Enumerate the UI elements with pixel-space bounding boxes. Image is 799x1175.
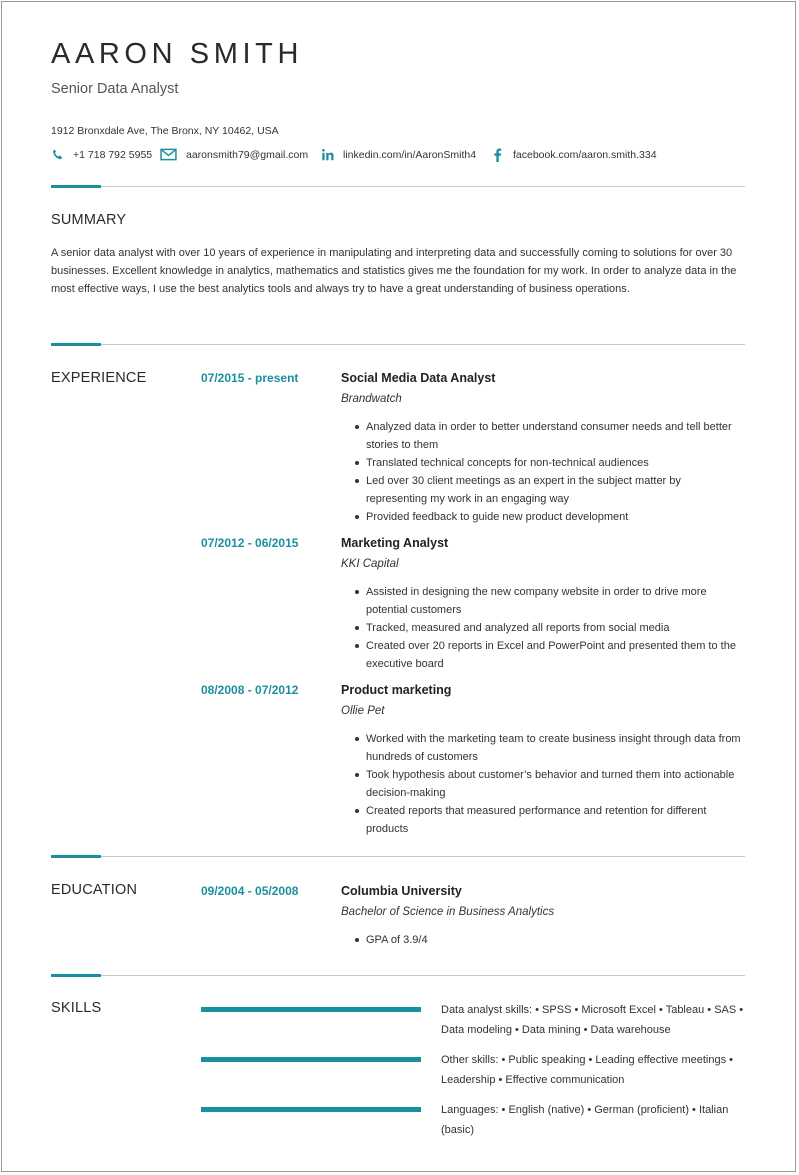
contact-phone[interactable]: [51, 146, 152, 164]
phone-icon: [51, 148, 65, 162]
facebook-icon: [493, 148, 505, 162]
list-item: Worked with the marketing team to create business insight through data from hundreds of customers: [341, 730, 741, 766]
list-item: Tracked, measured and analyzed all reports from social media: [341, 619, 741, 637]
skill-level-bar: [201, 1107, 421, 1112]
skill-text: Data analyst skills: • SPSS • Microsoft Excel • Tableau • SAS • Data modeling • Data mining • Data warehouse: [441, 1004, 744, 1036]
list-item: Created over 20 reports in Excel and PowerPoint and presented them to the executive board: [341, 637, 741, 673]
contact-row: [51, 146, 751, 164]
linkedin-text: linkedin.com/in/AaronSmith4: [343, 149, 477, 161]
skill-text: Languages: • English (native) • German (proficient) • Italian (basic): [441, 1104, 729, 1136]
contact-facebook[interactable]: [493, 146, 657, 164]
employer: Ollie Pet: [341, 705, 385, 717]
school-name: Columbia University: [341, 884, 462, 898]
phone-text: +1 718 792 5955: [73, 149, 153, 161]
job-bullets: [341, 583, 741, 673]
experience-heading: EXPERIENCE: [51, 370, 147, 386]
education-dates: 09/2004 - 05/2008: [201, 884, 299, 898]
skill-level-bar: [201, 1007, 421, 1012]
address: 1912 Bronxdale Ave, The Bronx, NY 10462, USA: [51, 125, 279, 137]
facebook-text: facebook.com/aaron.smith.334: [513, 149, 657, 161]
job-title: Product marketing: [341, 683, 452, 697]
list-item: Analyzed data in order to better understand consumer needs and tell better stories to them: [341, 418, 741, 454]
list-item: Took hypothesis about customer’s behavior and turned them into actionable decision-making: [341, 766, 741, 802]
job-dates: 08/2008 - 07/2012: [201, 683, 299, 697]
email-text: aaronsmith79@gmail.com: [186, 149, 309, 161]
education-heading: EDUCATION: [51, 882, 138, 898]
job-title: Marketing Analyst: [341, 536, 449, 550]
contact-linkedin[interactable]: [321, 146, 476, 164]
candidate-title: Senior Data Analyst: [51, 81, 179, 97]
list-item: Created reports that measured performance and retention for different products: [341, 802, 741, 838]
list-item: Translated technical concepts for non-technical audiences: [341, 454, 741, 472]
skills-heading: SKILLS: [51, 1000, 102, 1016]
contact-email[interactable]: [160, 146, 308, 164]
linkedin-icon: [321, 148, 335, 162]
divider: [51, 185, 745, 188]
list-item: Provided feedback to guide new product development: [341, 508, 741, 526]
candidate-name: AARON SMITH: [51, 38, 303, 70]
education-bullets: [341, 931, 741, 949]
job-title: Social Media Data Analyst: [341, 371, 496, 385]
job-dates: 07/2012 - 06/2015: [201, 536, 299, 550]
list-item: Assisted in designing the new company website in order to drive more potential customers: [341, 583, 741, 619]
divider: [51, 855, 745, 858]
job-dates: 07/2015 - present: [201, 371, 299, 385]
employer: KKI Capital: [341, 558, 399, 570]
degree: Bachelor of Science in Business Analytics: [341, 906, 555, 918]
job-bullets: [341, 418, 741, 526]
divider: [51, 343, 745, 346]
skill-level-bar: [201, 1057, 421, 1062]
divider: [51, 974, 745, 977]
list-item: GPA of 3.9/4: [341, 931, 741, 949]
summary-text: A senior data analyst with over 10 years of experience in manipulating and interpreting data and successfully coming to solutions for over 30 businesses. Excellent knowledge in analytics, mathematics and statistics gives me the foundation for my work. In order to analyze data in the most effective ways, I use the best analytics tools and always try to have a great understanding of business operations.: [51, 247, 737, 295]
mail-icon: [160, 148, 178, 162]
employer: Brandwatch: [341, 393, 402, 405]
skill-text: Other skills: • Public speaking • Leading effective meetings • Leadership • Effective communication: [441, 1054, 733, 1086]
list-item: Led over 30 client meetings as an expert in the subject matter by representing my work in an engaging way: [341, 472, 741, 508]
job-bullets: [341, 730, 741, 838]
summary-heading: SUMMARY: [51, 212, 127, 228]
